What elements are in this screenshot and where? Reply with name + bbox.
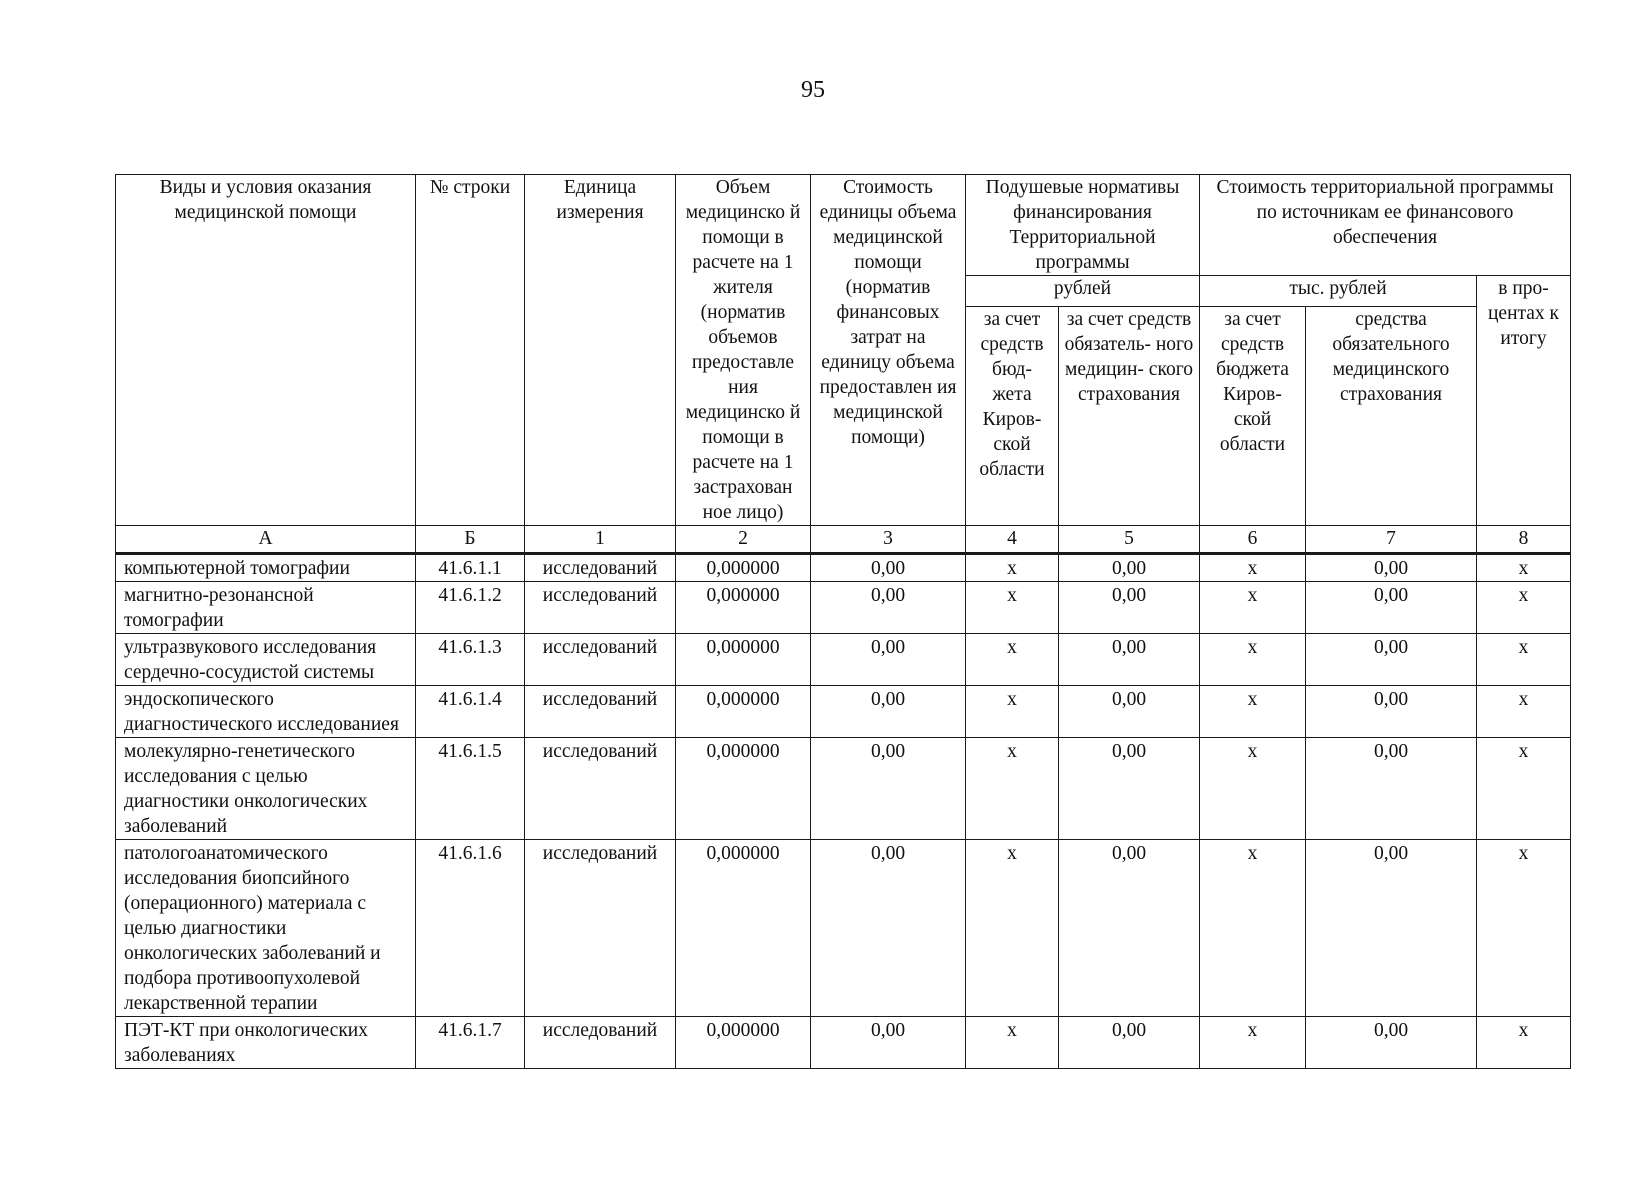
header-program-cost-group: Стоимость территориальной программы по источникам ее финансового обеспечения (1200, 175, 1571, 276)
per-capita-budget-cell: х (966, 582, 1059, 634)
header-cost-budget: за счет средств бюджета Киров- ской области (1200, 307, 1306, 526)
unit-cost-cell: 0,00 (811, 686, 966, 738)
unit-cost-cell: 0,00 (811, 554, 966, 582)
volume-cell: 0,000000 (676, 582, 811, 634)
per-capita-oms-cell: 0,00 (1059, 554, 1200, 582)
service-name-cell: патологоанатомического исследования биопсийного (операционного) материала с целью диагностики онкологических заболеваний и подбора противоопухолевой лекарственной терапии (116, 840, 416, 1017)
line-number-cell: 41.6.1.2 (416, 582, 525, 634)
per-capita-budget-cell: х (966, 686, 1059, 738)
volume-cell: 0,000000 (676, 554, 811, 582)
table-row (116, 554, 1571, 582)
per-capita-oms-cell: 0,00 (1059, 840, 1200, 1017)
volume-cell: 0,000000 (676, 840, 811, 1017)
unit-cell: исследований (525, 738, 676, 840)
line-number-cell: 41.6.1.3 (416, 634, 525, 686)
header-unit-cost: Стоимость единицы объема медицинской помощи (норматив финансовых затрат на единицу объема предоставлен ия медицинской помощи) (811, 175, 966, 526)
service-name-cell: ультразвукового исследования сердечно-сосудистой системы (116, 634, 416, 686)
service-name-cell: эндоскопического диагностического исследованиея (116, 686, 416, 738)
cost-budget-cell: х (1200, 840, 1306, 1017)
header-row-1 (116, 175, 1571, 276)
per-capita-oms-cell: 0,00 (1059, 686, 1200, 738)
cost-oms-cell: 0,00 (1306, 1017, 1477, 1069)
cost-budget-cell: х (1200, 582, 1306, 634)
unit-cost-cell: 0,00 (811, 582, 966, 634)
unit-cost-cell: 0,00 (811, 840, 966, 1017)
percent-cell: х (1477, 582, 1571, 634)
percent-cell: х (1477, 554, 1571, 582)
percent-cell: х (1477, 738, 1571, 840)
unit-cell: исследований (525, 1017, 676, 1069)
per-capita-budget-cell: х (966, 1017, 1059, 1069)
line-number-cell: 41.6.1.6 (416, 840, 525, 1017)
unit-cell: исследований (525, 582, 676, 634)
header-percent: в про- центах к итогу (1477, 276, 1571, 526)
header-per-capita-group: Подушевые нормативы финансирования Территориальной программы (966, 175, 1200, 276)
service-name-cell: ПЭТ-КТ при онкологических заболеваниях (116, 1017, 416, 1069)
column-index-cell: 3 (811, 526, 966, 554)
line-number-cell: 41.6.1.7 (416, 1017, 525, 1069)
percent-cell: х (1477, 1017, 1571, 1069)
header-per-capita-budget: за счет средств бюд- жета Киров- ской области (966, 307, 1059, 526)
table-row (116, 582, 1571, 634)
percent-cell: х (1477, 634, 1571, 686)
unit-cost-cell: 0,00 (811, 634, 966, 686)
cost-budget-cell: х (1200, 738, 1306, 840)
cost-oms-cell: 0,00 (1306, 634, 1477, 686)
volume-cell: 0,000000 (676, 738, 811, 840)
table-row (116, 738, 1571, 840)
header-cost-oms: средства обязательного медицинского страхования (1306, 307, 1477, 526)
cost-budget-cell: х (1200, 686, 1306, 738)
volume-cell: 0,000000 (676, 686, 811, 738)
per-capita-oms-cell: 0,00 (1059, 1017, 1200, 1069)
per-capita-budget-cell: х (966, 554, 1059, 582)
unit-cost-cell: 0,00 (811, 1017, 966, 1069)
header-line-number: № строки (416, 175, 525, 526)
service-name-cell: компьютерной томографии (116, 554, 416, 582)
column-index-cell: 1 (525, 526, 676, 554)
table-row (116, 686, 1571, 738)
column-index-cell: 6 (1200, 526, 1306, 554)
per-capita-oms-cell: 0,00 (1059, 738, 1200, 840)
header-unit-thousand-rub: тыс. рублей (1200, 276, 1477, 307)
unit-cell: исследований (525, 554, 676, 582)
header-per-capita-oms: за счет средств обязатель- ного медицин- ского страхования (1059, 307, 1200, 526)
cost-budget-cell: х (1200, 1017, 1306, 1069)
cost-budget-cell: х (1200, 554, 1306, 582)
table-row (116, 1017, 1571, 1069)
column-index-cell: 2 (676, 526, 811, 554)
unit-cell: исследований (525, 634, 676, 686)
column-index-cell: 4 (966, 526, 1059, 554)
unit-cell: исследований (525, 686, 676, 738)
cost-oms-cell: 0,00 (1306, 686, 1477, 738)
header-unit: Единица измерения (525, 175, 676, 526)
cost-budget-cell: х (1200, 634, 1306, 686)
per-capita-budget-cell: х (966, 840, 1059, 1017)
table-row (116, 840, 1571, 1017)
per-capita-budget-cell: х (966, 738, 1059, 840)
cost-oms-cell: 0,00 (1306, 554, 1477, 582)
per-capita-oms-cell: 0,00 (1059, 582, 1200, 634)
service-name-cell: магнитно-резонансной томографии (116, 582, 416, 634)
per-capita-oms-cell: 0,00 (1059, 634, 1200, 686)
column-index-cell: 5 (1059, 526, 1200, 554)
page-number: 95 (801, 77, 825, 103)
column-index-row (116, 526, 1571, 554)
column-index-cell: А (116, 526, 416, 554)
unit-cell: исследований (525, 840, 676, 1017)
line-number-cell: 41.6.1.4 (416, 686, 525, 738)
column-index-cell: 8 (1477, 526, 1571, 554)
percent-cell: х (1477, 686, 1571, 738)
table-row (116, 634, 1571, 686)
service-name-cell: молекулярно-генетического исследования с целью диагностики онкологических заболеваний (116, 738, 416, 840)
column-index-cell: Б (416, 526, 525, 554)
percent-cell: х (1477, 840, 1571, 1017)
financing-table (115, 174, 1571, 1069)
line-number-cell: 41.6.1.5 (416, 738, 525, 840)
unit-cost-cell: 0,00 (811, 738, 966, 840)
header-volume: Объем медицинско й помощи в расчете на 1 жителя (норматив объемов предоставле ния медицинско й помощи в расчете на 1 застрахован ное лицо) (676, 175, 811, 526)
per-capita-budget-cell: х (966, 634, 1059, 686)
line-number-cell: 41.6.1.1 (416, 554, 525, 582)
header-unit-rub: рублей (966, 276, 1200, 307)
column-index-cell: 7 (1306, 526, 1477, 554)
cost-oms-cell: 0,00 (1306, 582, 1477, 634)
volume-cell: 0,000000 (676, 634, 811, 686)
cost-oms-cell: 0,00 (1306, 840, 1477, 1017)
cost-oms-cell: 0,00 (1306, 738, 1477, 840)
volume-cell: 0,000000 (676, 1017, 811, 1069)
header-service-type: Виды и условия оказания медицинской помощи (116, 175, 416, 526)
